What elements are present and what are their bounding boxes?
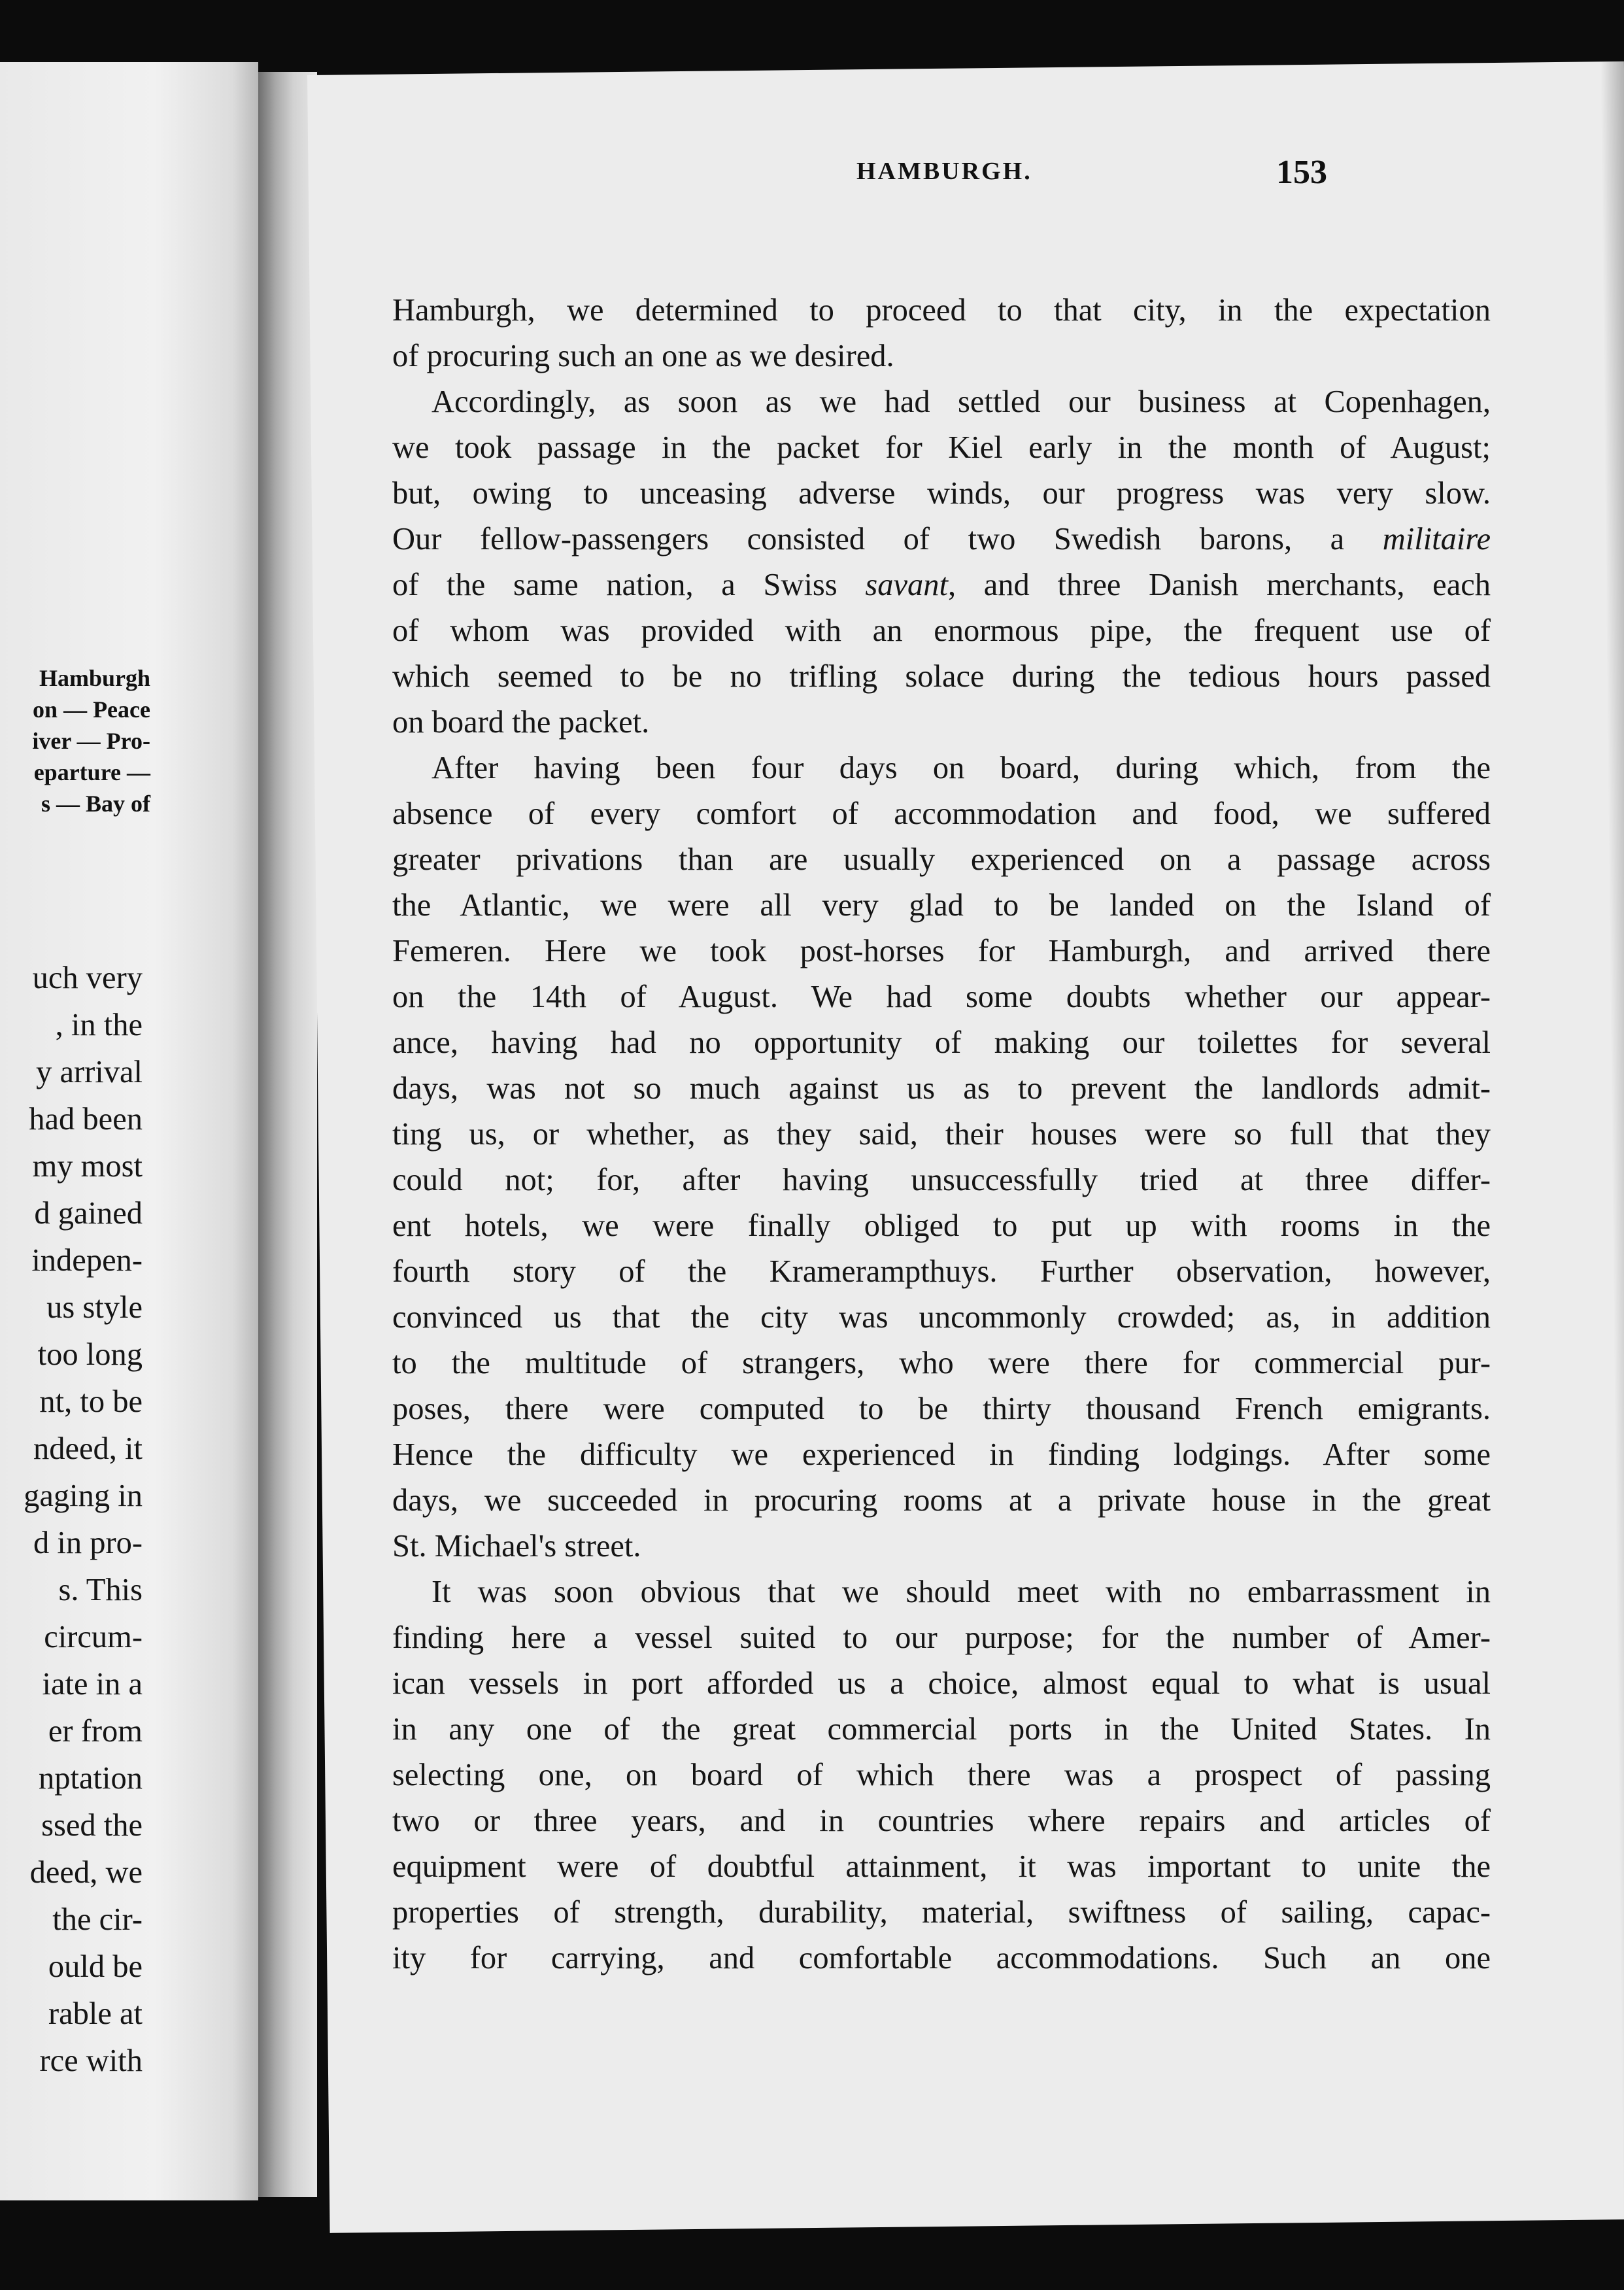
left-line: iate in a <box>42 1667 143 1701</box>
text-line: finding here a vessel suited to our purpose; for the number of Amer- <box>392 1620 1491 1655</box>
text-line: days, was not so much against us as to prevent the landlords admit- <box>392 1071 1491 1106</box>
text-line: St. Michael's street. <box>392 1529 641 1564</box>
text-line: days, we succeeded in procuring rooms at a private house in the great <box>392 1483 1491 1518</box>
text-line: properties of strength, durability, material, swiftness of sailing, capac- <box>392 1895 1491 1930</box>
text-line: we took passage in the packet for Kiel early in the month of August; <box>392 430 1491 465</box>
text-line: of the same nation, a Swiss savant, and three Danish merchants, each <box>392 568 1491 602</box>
text-line: Hamburgh, we determined to proceed to that city, in the expectation <box>392 293 1491 328</box>
text-line: in any one of the great commercial ports in the United States. In <box>392 1712 1491 1747</box>
text-line: ting us, or whether, as they said, their houses were so full that they <box>392 1117 1491 1152</box>
text-line: on the 14th of August. We had some doubts whether our appear- <box>392 980 1491 1014</box>
text-line: of procuring such an one as we desired. <box>392 339 894 373</box>
left-line: rce with <box>39 2043 143 2078</box>
left-line: us style <box>46 1290 143 1325</box>
text-line: two or three years, and in countries where repairs and articles of <box>392 1803 1491 1838</box>
left-line: nptation <box>39 1761 143 1796</box>
text-line: of whom was provided with an enormous pipe, the frequent use of <box>392 613 1491 648</box>
page-header <box>575 154 1327 209</box>
left-line: had been <box>29 1102 143 1136</box>
text-line: the Atlantic, we were all very glad to be landed on the Island of <box>392 888 1491 923</box>
text-line: Femeren. Here we took post-horses for Hamburgh, and arrived there <box>392 934 1491 968</box>
running-title: HAMBURGH. <box>856 158 1032 185</box>
left-line: d gained <box>34 1196 143 1231</box>
text-line: selecting one, on board of which there was a prospect of passing <box>392 1758 1491 1792</box>
side-note-line: iver — Pro- <box>32 728 150 754</box>
left-line: indepen- <box>31 1243 143 1278</box>
left-page-text <box>0 955 143 2085</box>
left-line: my most <box>32 1149 143 1184</box>
text-line: Our fellow-passengers consisted of two Swedish barons, a militaire <box>392 522 1491 556</box>
left-line: circum- <box>44 1620 143 1654</box>
left-page-side-notes <box>13 662 150 819</box>
side-note-line: eparture — <box>33 759 150 785</box>
text-line: Accordingly, as soon as we had settled our business at Copenhagen, <box>431 385 1491 419</box>
text-line: absence of every comfort of accommodation and food, we suffered <box>392 796 1491 831</box>
text-line: equipment were of doubtful attainment, it was important to unite the <box>392 1849 1491 1884</box>
text-line: Hence the difficulty we experienced in finding lodgings. After some <box>392 1437 1491 1472</box>
left-line: d in pro- <box>33 1526 143 1560</box>
left-line: ould be <box>48 1949 143 1984</box>
left-line: too long <box>37 1337 143 1372</box>
left-line: ssed the <box>41 1808 143 1843</box>
book-gutter <box>258 72 317 2197</box>
left-page <box>0 62 258 2200</box>
text-line: ent hotels, we were finally obliged to put up with rooms in the <box>392 1208 1491 1243</box>
text-line: greater privations than are usually experienced on a passage across <box>392 842 1491 877</box>
text-line: could not; for, after having unsuccessfully tried at three differ- <box>392 1163 1491 1197</box>
side-note-line: Hamburgh <box>39 665 150 691</box>
text-line: poses, there were computed to be thirty thousand French emigrants. <box>392 1392 1491 1426</box>
text-line: but, owing to unceasing adverse winds, our progress was very slow. <box>392 476 1491 511</box>
text-line: ance, having had no opportunity of making our toilettes for several <box>392 1025 1491 1060</box>
text-line: on board the packet. <box>392 705 650 740</box>
left-line: s. This <box>58 1573 143 1607</box>
side-note-line: on — Peace <box>33 696 150 723</box>
text-line: After having been four days on board, during which, from the <box>431 751 1491 785</box>
left-line: nt, to be <box>39 1384 143 1419</box>
left-line: deed, we <box>29 1855 143 1890</box>
left-line: y arrival <box>36 1055 143 1089</box>
left-line: the cir- <box>52 1902 143 1937</box>
text-line: It was soon obvious that we should meet with no embarrassment in <box>431 1575 1491 1609</box>
left-line: uch very <box>32 961 143 995</box>
text-line: ican vessels in port afforded us a choice, almost equal to what is usual <box>392 1666 1491 1701</box>
left-line: gaging in <box>24 1478 143 1513</box>
left-line: , in the <box>55 1008 143 1042</box>
page-body-text <box>392 288 1491 1981</box>
text-line: to the multitude of strangers, who were there for commercial pur- <box>392 1346 1491 1380</box>
text-line: fourth story of the Kramerampthuys. Further observation, however, <box>392 1254 1491 1289</box>
text-line: ity for carrying, and comfortable accommodations. Such an one <box>392 1941 1491 1975</box>
left-line: ndeed, it <box>33 1431 143 1466</box>
page-number: 153 <box>1276 154 1327 191</box>
left-line: rable at <box>48 1996 143 2031</box>
text-line: convinced us that the city was uncommonly crowded; as, in addition <box>392 1300 1491 1335</box>
text-line: which seemed to be no trifling solace during the tedious hours passed <box>392 659 1491 694</box>
left-line: er from <box>48 1714 143 1749</box>
side-note-line: s — Bay of <box>41 791 150 817</box>
